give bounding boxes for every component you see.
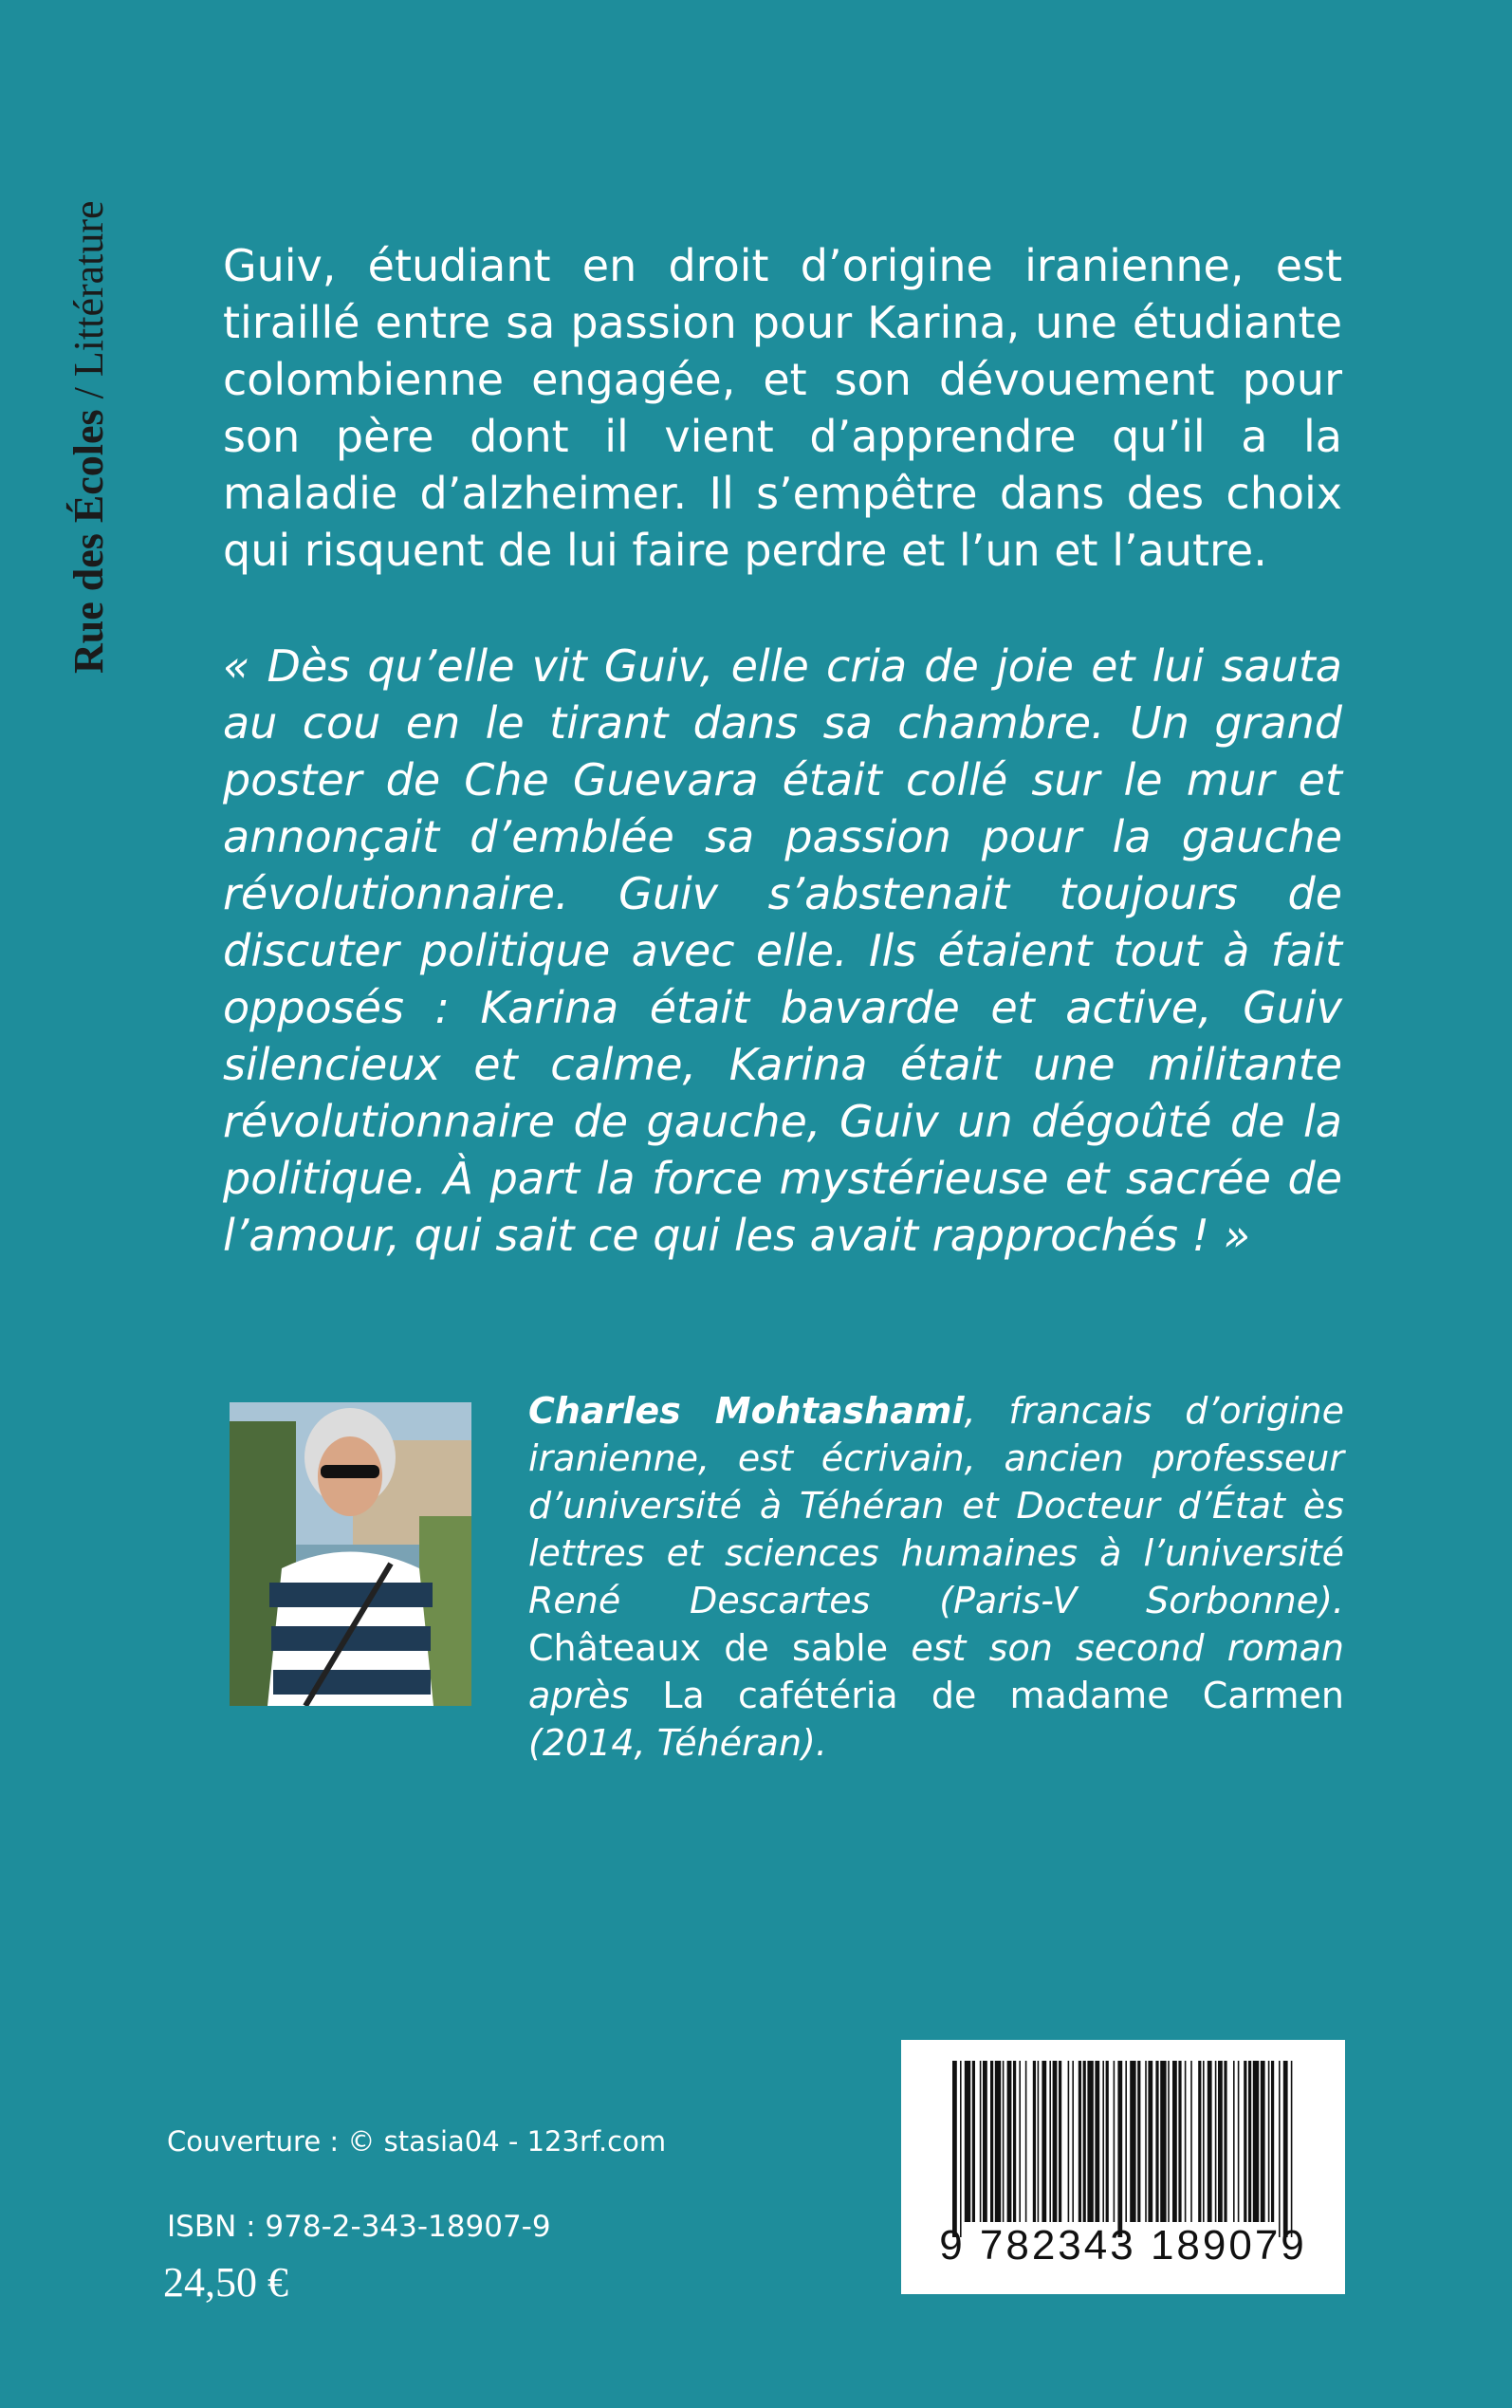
barcode-bar: [1168, 2061, 1170, 2222]
cover-credit: Couverture : © stasia04 - 123rf.com: [167, 2125, 667, 2158]
barcode-bar: [1190, 2061, 1192, 2222]
price: 24,50 €: [163, 2259, 288, 2306]
barcode-bar: [1042, 2061, 1046, 2222]
barcode-bar: [1178, 2061, 1181, 2222]
barcode-bar: [1095, 2061, 1099, 2222]
excerpt-quote: « Dès qu’elle vit Guiv, elle cria de joie et lui sauta au cou en le tirant dans sa chambre. Un grand poster de Che Guevara était collé sur le mur et annonçait d’emblée sa passion pour la gauche révolutionnaire. Guiv s’abstenait toujours de discuter politique avec elle. Ils étaient tout à fait opposés : Karina était bavarde et active, Guiv silencieux et calme, Karina était une militante révolutionnaire de gauche, Guiv un dégoûté de la politique. À part la force mystérieuse et sacrée de l’amour, qui sait ce qui les avait rapprochés ! »: [223, 640, 1342, 1261]
spine-series: Rue des Écoles: [65, 409, 112, 674]
barcode-bar: [990, 2061, 993, 2222]
barcode-bar: [1279, 2061, 1281, 2237]
barcode-bar: [1203, 2061, 1205, 2222]
barcode-bar: [1224, 2061, 1226, 2222]
barcode-bar: [1137, 2061, 1140, 2222]
barcode-bar: [1003, 2061, 1005, 2222]
barcode-bar: [1261, 2061, 1265, 2222]
barcode-bar: [1083, 2061, 1086, 2222]
barcode-bar: [1172, 2061, 1177, 2222]
barcode-bar: [1038, 2061, 1040, 2222]
bio-text-2: est son second roman après: [528, 1627, 1344, 1716]
previous-book-title: La cafétéria de madame Carmen: [662, 1675, 1344, 1716]
barcode-bar: [1268, 2061, 1270, 2222]
barcode: [901, 2040, 1345, 2294]
barcode-bar: [1102, 2061, 1104, 2222]
book-title: Châteaux de sable: [528, 1627, 889, 1669]
author-name: Charles Mohtashami: [528, 1390, 965, 1432]
barcode-bar: [1117, 2061, 1122, 2237]
barcode-bar: [1130, 2061, 1135, 2222]
barcode-bar: [1007, 2061, 1012, 2222]
barcode-bar: [983, 2061, 987, 2222]
barcode-digits: 9 782343 189079: [939, 2222, 1307, 2269]
barcode-bar: [1160, 2061, 1166, 2222]
barcode-bar: [1148, 2061, 1152, 2222]
barcode-bar: [1208, 2061, 1212, 2222]
barcode-bar: [1072, 2061, 1074, 2222]
barcode-bar: [965, 2061, 970, 2222]
bio-text-3: (2014, Téhéran).: [528, 1722, 827, 1764]
barcode-bar: [952, 2061, 957, 2237]
barcode-bar: [1283, 2061, 1288, 2237]
barcode-bar: [1114, 2061, 1116, 2222]
barcode-bar: [1145, 2061, 1147, 2222]
synopsis-paragraph: Guiv, étudiant en droit d’origine iranienne, est tiraillé entre sa passion pour Karina, une étudiante colombienne engagée, et son dévouement pour son père dont il vient d’apprendre qu’il a la maladie d’alzheimer. Il s’empêtre dans des choix qui risquent de lui faire perdre et l’un et l’autre.: [223, 240, 1342, 576]
spine-collection: Littérature: [65, 200, 112, 378]
spine-title: [65, 200, 113, 674]
barcode-bar: [960, 2061, 962, 2237]
barcode-bar: [1248, 2061, 1251, 2222]
bio-text-1: , francais d’origine iranienne, est écrivain, ancien professeur d’université à Téhéran et Docteur d’État ès lettres et sciences humaines à l’université René Descartes (Paris-V Sorbonne).: [528, 1390, 1344, 1621]
barcode-bar: [995, 2061, 1001, 2222]
barcode-bar: [1033, 2061, 1036, 2222]
barcode-bar: [1218, 2061, 1223, 2222]
barcode-bar: [1125, 2061, 1127, 2222]
barcode-bar: [1185, 2061, 1187, 2222]
barcode-bar: [1244, 2061, 1246, 2222]
barcode-bar: [1106, 2061, 1109, 2222]
barcode-bar: [1253, 2061, 1259, 2222]
author-photo-illustration: [230, 1402, 471, 1706]
barcode-bar: [1025, 2061, 1027, 2222]
barcode-bar: [1271, 2061, 1274, 2222]
barcode-bar: [1079, 2061, 1081, 2222]
barcode-bar: [1068, 2061, 1070, 2222]
barcode-bar: [1291, 2061, 1293, 2237]
barcode-bar: [1049, 2061, 1051, 2222]
barcode-bar: [1087, 2061, 1093, 2222]
barcode-bar: [1198, 2061, 1201, 2222]
barcode-bar: [980, 2061, 982, 2222]
isbn: ISBN : 978-2-343-18907-9: [167, 2210, 551, 2244]
barcode-bar: [1053, 2061, 1058, 2222]
barcode-bar: [1233, 2061, 1235, 2222]
barcode-bar: [1013, 2061, 1016, 2222]
author-bio: [528, 1387, 1344, 1767]
barcode-bar: [1019, 2061, 1021, 2222]
author-photo: [230, 1402, 471, 1706]
barcode-bar: [1238, 2061, 1240, 2222]
barcode-bar: [1155, 2061, 1158, 2222]
barcode-bar: [1215, 2061, 1217, 2222]
spine-separator: /: [65, 377, 112, 410]
barcode-bar: [1059, 2061, 1061, 2222]
barcode-bar: [972, 2061, 975, 2222]
